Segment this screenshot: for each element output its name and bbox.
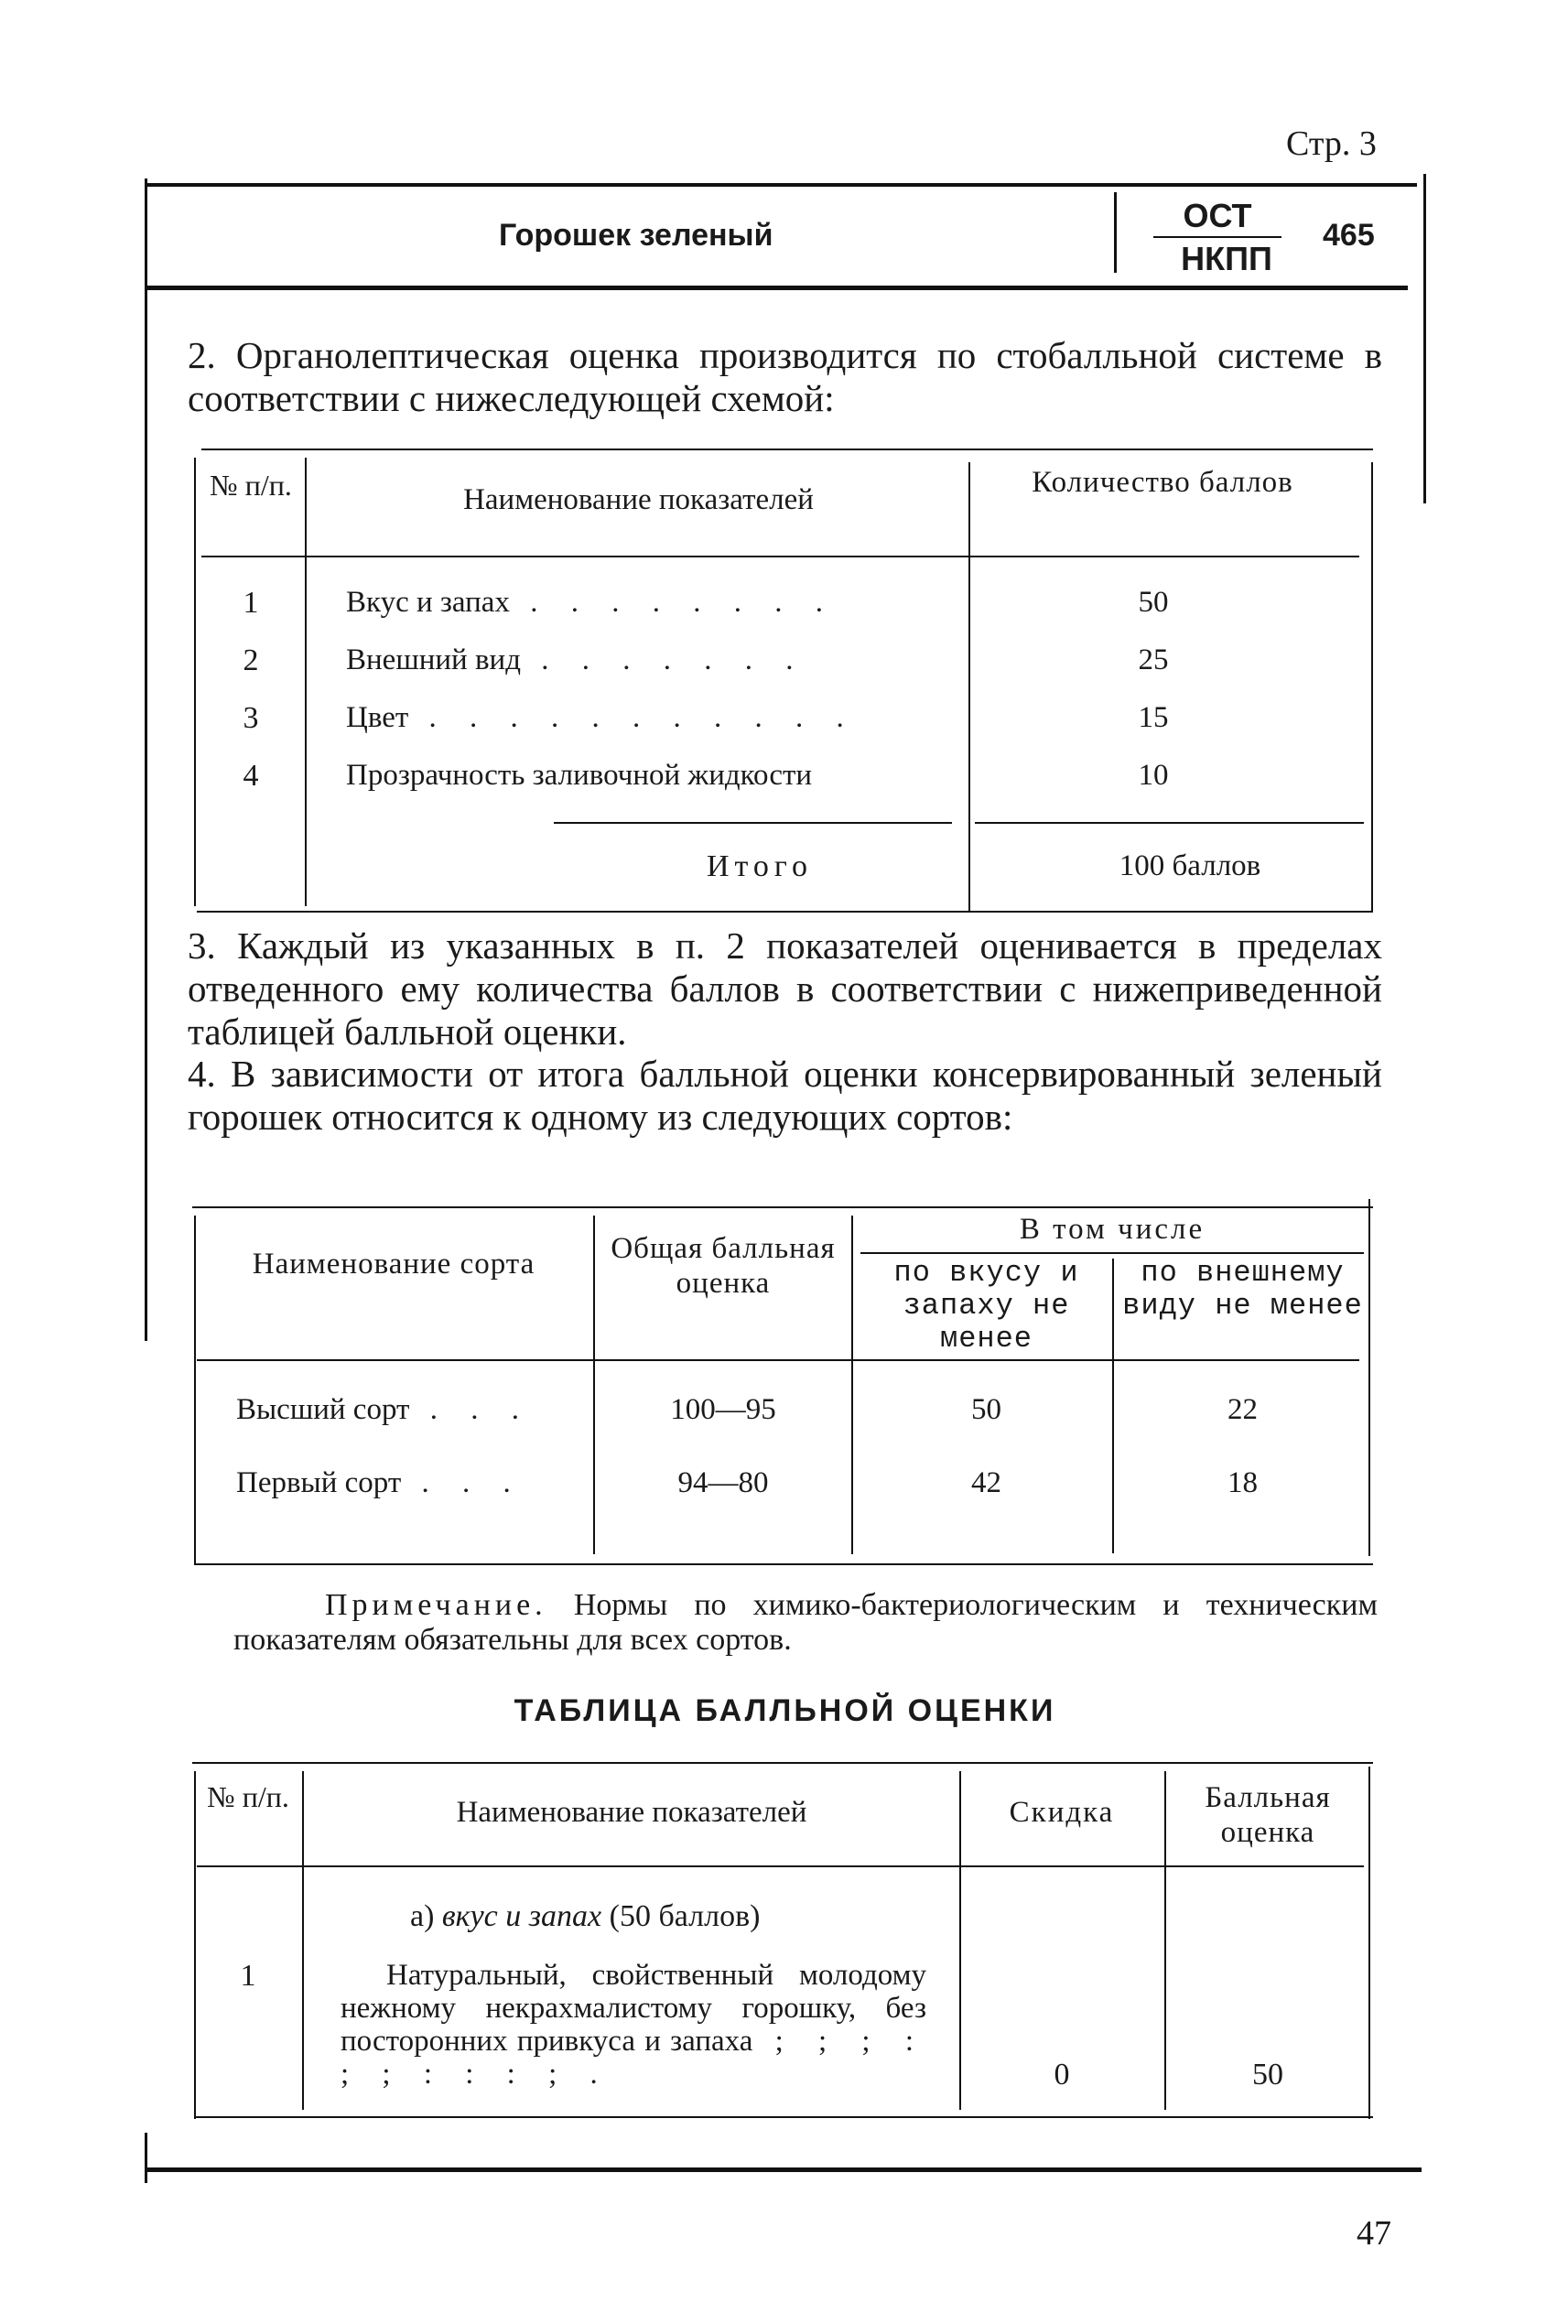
section-prefix: а) (410, 1899, 435, 1933)
score-discount-header: Скидка (1009, 1796, 1115, 1829)
bottom-rule (145, 2167, 1422, 2172)
grade-1-name: Высший сорт (236, 1393, 410, 1426)
row-3-num: 3 (243, 701, 259, 735)
paragraph-3: 3. Каждый из указанных в п. 2 показателей оценивается в пределах отведенного ему количества баллов в соответствии с нижеприведенной таблицей балльной оценки. (188, 924, 1382, 1053)
row-4-num: 4 (243, 759, 259, 793)
col-num-header: № п/п. (210, 469, 292, 502)
grade-2-total: 94—80 (677, 1466, 769, 1499)
grade-group-header: В том числе (1019, 1213, 1206, 1246)
total-label: Итого (706, 849, 814, 883)
note (233, 1588, 1378, 1658)
grade-look-header: по внешнему виду не менее (1122, 1256, 1363, 1323)
score-row-discount: 0 (1054, 2058, 1070, 2092)
row-1-num: 1 (243, 586, 259, 620)
row-4-points: 10 (1138, 759, 1169, 792)
score-row-text: Натуральный, свойственный молодому нежному некрахмалистому горошку, без посторонних привкуса и запаха ; ; ; : ; ; : : : ; . (341, 1959, 926, 2091)
row-2-points: 25 (1138, 643, 1169, 676)
grade-2-taste: 42 (971, 1466, 1001, 1499)
score-row-score: 50 (1252, 2058, 1283, 2092)
row-3-points: 15 (1138, 701, 1169, 734)
row-2-num: 2 (243, 643, 259, 677)
total-value: 100 баллов (1119, 849, 1261, 882)
score-row-num: 1 (240, 1959, 256, 1993)
score-num-header: № п/п. (207, 1780, 289, 1813)
grade-total-header: Общая балльная оценка (611, 1232, 836, 1300)
row-1-name: Вкус и запах (346, 586, 510, 619)
grade-1-look: 22 (1227, 1393, 1258, 1426)
score-name-header: Наименование показателей (456, 1796, 807, 1829)
score-row-desc: Натуральный, свойственный молодому нежному некрахмалистому горошку, без посторонних привкуса и запаха (341, 1959, 926, 2058)
col-points-header: Количество баллов (1032, 466, 1293, 499)
score-score-header: Балльная оценка (1205, 1781, 1331, 1849)
section-title: вкус и запах (441, 1899, 602, 1933)
note-label: Примечание. (325, 1588, 547, 1622)
std-top: ОСТ (1183, 197, 1252, 234)
grade-2-name: Первый сорт (236, 1466, 402, 1499)
header-title: Горошек зеленый (499, 218, 773, 253)
grade-1-total: 100—95 (670, 1393, 776, 1426)
page-number: 47 (1357, 2214, 1391, 2253)
note-text: Нормы по химико-бактериологическим и техническим показателям обязательны для всех сортов. (233, 1588, 1378, 1657)
page-label: Стр. 3 (1286, 124, 1377, 163)
row-3-name: Цвет (346, 701, 409, 734)
row-4-name: Прозрачность заливочной жидкости (346, 759, 813, 792)
std-bottom: НКПП (1181, 240, 1272, 277)
col-name-header: Наименование показателей (463, 483, 814, 516)
grade-name-header: Наименование сорта (252, 1248, 535, 1281)
table3-title: ТАБЛИЦА БАЛЛЬНОЙ ОЦЕНКИ (514, 1693, 1056, 1728)
grade-taste-header: по вкусу и запаху не менее (893, 1256, 1079, 1356)
grade-1-taste: 50 (971, 1393, 1001, 1426)
section-points: (50 баллов) (609, 1899, 761, 1933)
paragraph-2: 2. Органолептическая оценка производится по стобалльной системе в соответствии с нижеследующей схемой: (188, 334, 1382, 419)
section-heading (410, 1899, 760, 1934)
paragraph-4: 4. В зависимости от итога балльной оценки консервированный зеленый горошек относится к одному из следующих сортов: (188, 1053, 1382, 1138)
row-1-points: 50 (1138, 586, 1169, 619)
grade-2-look: 18 (1227, 1466, 1258, 1499)
row-2-name: Внешний вид (346, 643, 521, 676)
std-number: 465 (1323, 218, 1375, 253)
